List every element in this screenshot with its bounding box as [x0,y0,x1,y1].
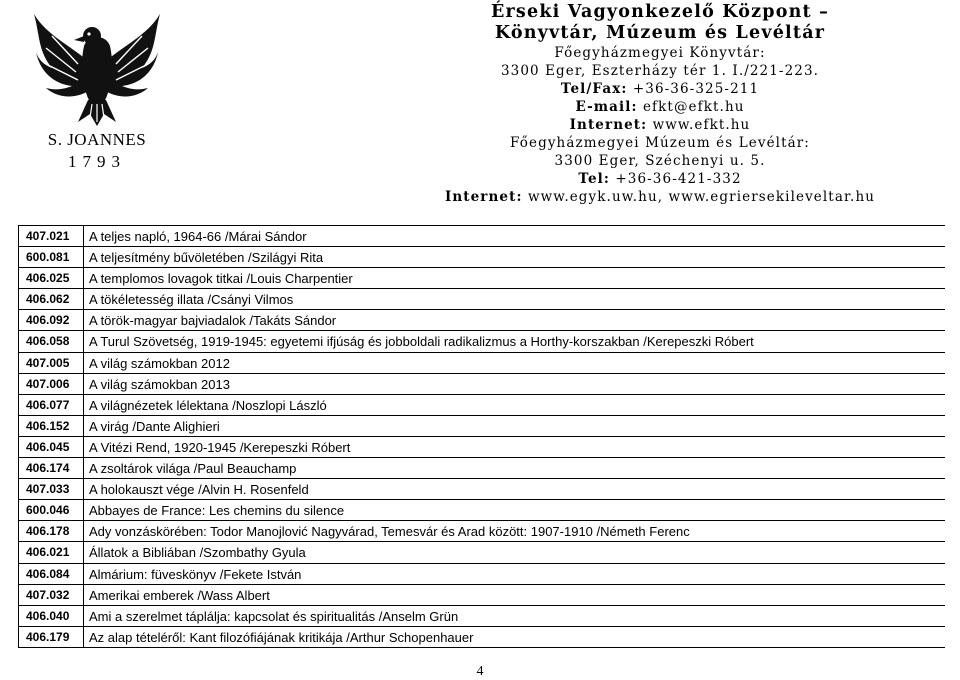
book-code: 406.092 [19,310,84,330]
book-title: A világ számokban 2012 [89,355,230,371]
book-title: Állatok a Bibliában /Szombathy Gyula [89,545,306,561]
book-code: 407.032 [19,585,84,605]
header-title-1: Érseki Vagyonkezelő Központ – [490,2,830,22]
table-row [19,500,945,521]
book-code: 406.040 [19,606,84,626]
book-code: 406.045 [19,437,84,457]
book-title: Ady vonzáskörében: Todor Manojlović Nagyvárad, Temesvár és Arad között: 1907-1910 /Németh Ferenc [89,524,690,540]
letterhead [360,2,960,206]
logo-name: S. JOANNES [47,130,147,149]
book-title: Abbayes de France: Les chemins du silence [89,503,345,519]
book-title: Almárium: füveskönyv /Fekete István [89,566,302,582]
table-row [19,289,945,310]
book-code: 407.033 [19,479,84,499]
book-title: A teljes napló, 1964-66 /Márai Sándor [89,229,307,244]
table-row [19,564,945,585]
table-row [19,395,945,416]
library-label: Főegyházmegyei Könyvtár: [554,45,766,61]
table-row [19,268,945,289]
book-title: Az alap tételéről: Kant filozófiájának kritikája /Arthur Schopenhauer [89,629,474,645]
archive-label: Főegyházmegyei Múzeum és Levéltár: [510,135,810,151]
book-code: 406.058 [19,331,84,351]
table-row [19,606,945,627]
table-row [19,437,945,458]
book-title: A Vitézi Rend, 1920-1945 /Kerepeszki Róbert [89,439,351,455]
book-title: A holokauszt vége /Alvin H. Rosenfeld [89,482,309,498]
archive-address: 3300 Eger, Széchenyi u. 5. [554,153,766,169]
book-title: A török-magyar bajviadalok /Takáts Sándor [89,313,337,329]
book-code: 407.021 [19,226,84,246]
book-code: 406.025 [19,268,84,288]
table-row [19,331,945,352]
book-title: A zsoltárok világa /Paul Beauchamp [89,461,297,477]
header-title-2: Könyvtár, Múzeum és Levéltár [494,23,826,43]
eagle-icon [32,6,162,130]
eagle-logo [32,6,162,170]
book-title: Amerikai emberek /Wass Albert [89,587,270,603]
library-address: 3300 Eger, Eszterházy tér 1. I./221-223. [500,63,820,79]
book-code: 406.084 [19,564,84,584]
book-code: 600.081 [19,247,84,267]
table-row [19,479,945,500]
book-title: A templomos lovagok titkai /Louis Charpentier [89,271,353,287]
book-code: 406.178 [19,521,84,541]
book-title: Ami a szerelmet táplálja: kapcsolat és spiritualitás /Anselm Grün [89,608,459,624]
table-row [19,627,945,648]
internet-line: Internet: www.efkt.hu [569,117,751,133]
email-line: E-mail: efkt@efkt.hu [575,99,745,115]
table-row [19,458,945,479]
book-code: 407.005 [19,353,84,373]
table-row [19,247,945,268]
book-title: A teljesítmény bűvöletében /Szilágyi Rita [89,250,324,266]
book-code: 407.006 [19,374,84,394]
table-row [19,521,945,542]
tel-line: Tel: +36-36-421-332 [578,171,742,187]
table-row [19,416,945,437]
table-row [19,542,945,563]
table-row [19,353,945,374]
table-row [19,374,945,395]
book-title: A virág /Dante Alighieri [89,418,220,434]
logo-year: 1793 [68,152,126,171]
table-row [19,310,945,331]
book-title: A világ számokban 2013 [89,376,230,392]
book-code: 600.046 [19,500,84,520]
book-code: 406.077 [19,395,84,415]
book-title: A világnézetek lélektana /Noszlopi László [89,397,327,413]
table-row [19,585,945,606]
book-code: 406.021 [19,542,84,562]
internet2-line: Internet: www.egyk.uw.hu, www.egriersekileveltar.hu [444,189,876,205]
book-code: 406.174 [19,458,84,478]
table-row [19,226,945,247]
book-code: 406.152 [19,416,84,436]
book-title: A Turul Szövetség, 1919-1945: egyetemi ifjúság és jobboldali radikalizmus a Horthy-korszakban /Kerepeszki Róbert [89,334,754,350]
book-list [18,225,945,648]
page-number: 4 [476,664,484,679]
book-code: 406.179 [19,627,84,647]
book-code: 406.062 [19,289,84,309]
book-title: A tökéletesség illata /Csányi Vilmos [89,292,294,308]
telfax-line: Tel/Fax: +36-36-325-211 [560,81,760,97]
